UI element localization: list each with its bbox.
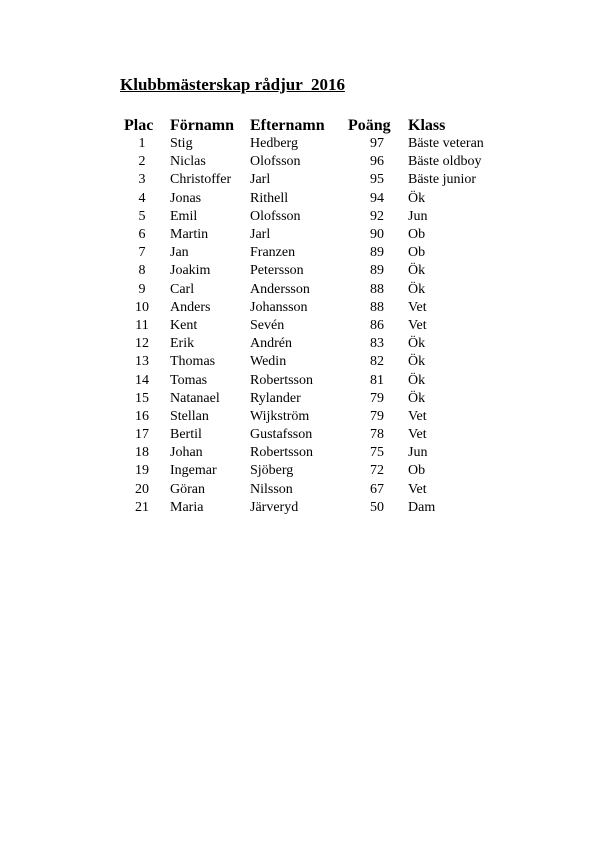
header-plac: Plac: [124, 117, 154, 134]
page-title: Klubbmästerskap rådjur 2016: [120, 75, 345, 94]
cell-plac: 6: [138, 227, 146, 243]
cell-klass: Ök: [408, 354, 426, 370]
cell-fornamn: Erik: [170, 336, 195, 352]
cell-fornamn: Stig: [170, 136, 193, 152]
cell-poang: 89: [370, 263, 384, 279]
cell-efternamn: Nilsson: [250, 481, 293, 497]
table-row: [124, 426, 518, 444]
cell-klass: Ob: [408, 227, 426, 243]
cell-klass: Ob: [408, 245, 426, 261]
table-row: [124, 462, 518, 480]
cell-plac: 7: [138, 245, 146, 261]
cell-poang: 72: [370, 463, 384, 479]
cell-efternamn: Gustafsson: [250, 427, 313, 443]
table-row: [124, 262, 518, 280]
cell-efternamn: Sjöberg: [250, 463, 294, 479]
cell-fornamn: Jonas: [170, 190, 202, 206]
cell-fornamn: Carl: [170, 281, 195, 297]
header-poang: Poäng: [348, 117, 391, 134]
cell-klass: Vet: [408, 299, 427, 315]
header-efternamn: Efternamn: [250, 117, 325, 134]
cell-klass: Ob: [408, 463, 426, 479]
cell-efternamn: Andersson: [250, 281, 310, 297]
cell-klass: Vet: [408, 408, 427, 424]
table-row: [124, 408, 518, 426]
cell-efternamn: Robertsson: [250, 372, 313, 388]
table-row: [124, 190, 518, 208]
table-row: [124, 244, 518, 262]
cell-klass: Vet: [408, 317, 427, 333]
cell-fornamn: Emil: [170, 208, 198, 224]
table-row: [124, 281, 518, 299]
table-row: [124, 335, 518, 353]
table-row: [124, 371, 518, 389]
table-header-row: [124, 114, 518, 135]
cell-plac: 3: [138, 172, 146, 188]
cell-poang: 83: [370, 336, 384, 352]
cell-klass: Bäste oldboy: [408, 154, 482, 170]
cell-klass: Bäste junior: [408, 172, 477, 188]
results-table-body: [124, 135, 518, 517]
table-row: [124, 390, 518, 408]
table-row: [124, 171, 518, 189]
cell-klass: Ök: [408, 281, 426, 297]
cell-efternamn: Rylander: [250, 390, 301, 406]
table-row: [124, 208, 518, 226]
cell-efternamn: Johansson: [250, 299, 308, 315]
cell-plac: 1: [138, 136, 146, 152]
cell-poang: 50: [370, 499, 384, 515]
cell-fornamn: Maria: [170, 499, 204, 515]
cell-fornamn: Niclas: [170, 154, 206, 170]
cell-plac: 21: [135, 499, 149, 515]
cell-klass: Bäste veteran: [408, 136, 484, 152]
cell-poang: 67: [370, 481, 384, 497]
table-row: [124, 317, 518, 335]
cell-plac: 10: [135, 299, 149, 315]
cell-klass: Ök: [408, 190, 426, 206]
cell-klass: Ök: [408, 336, 426, 352]
cell-klass: Ök: [408, 390, 426, 406]
cell-klass: Vet: [408, 427, 427, 443]
cell-plac: 19: [135, 463, 149, 479]
cell-klass: Dam: [408, 499, 436, 515]
cell-efternamn: Wijkström: [250, 408, 310, 424]
cell-efternamn: Sevén: [250, 317, 285, 333]
cell-poang: 92: [370, 208, 384, 224]
cell-poang: 90: [370, 227, 384, 243]
cell-fornamn: Tomas: [170, 372, 208, 388]
cell-efternamn: Hedberg: [250, 136, 298, 152]
cell-fornamn: Jan: [170, 245, 189, 261]
cell-poang: 86: [370, 317, 384, 333]
cell-plac: 16: [135, 408, 149, 424]
cell-poang: 79: [370, 408, 384, 424]
table-row: [124, 481, 518, 499]
table-row: [124, 299, 518, 317]
cell-plac: 8: [138, 263, 146, 279]
table-row: [124, 135, 518, 153]
results-table: [124, 114, 518, 517]
cell-plac: 12: [135, 336, 149, 352]
cell-plac: 5: [138, 208, 146, 224]
table-row: [124, 353, 518, 371]
cell-poang: 88: [370, 281, 384, 297]
cell-poang: 88: [370, 299, 384, 315]
cell-efternamn: Jarl: [250, 227, 271, 243]
cell-poang: 78: [370, 427, 384, 443]
cell-fornamn: Joakim: [170, 263, 211, 279]
cell-poang: 82: [370, 354, 384, 370]
cell-fornamn: Bertil: [170, 427, 202, 443]
cell-poang: 81: [370, 372, 384, 388]
cell-fornamn: Anders: [170, 299, 211, 315]
cell-fornamn: Göran: [170, 481, 205, 497]
cell-plac: 13: [135, 354, 149, 370]
cell-efternamn: Franzen: [250, 245, 296, 261]
cell-fornamn: Natanael: [170, 390, 220, 406]
cell-plac: 18: [135, 445, 149, 461]
cell-fornamn: Kent: [170, 317, 198, 333]
cell-poang: 95: [370, 172, 384, 188]
cell-efternamn: Petersson: [250, 263, 304, 279]
cell-poang: 94: [370, 190, 384, 206]
cell-klass: Vet: [408, 481, 427, 497]
table-row: [124, 153, 518, 171]
cell-plac: 11: [135, 317, 149, 333]
cell-poang: 75: [370, 445, 384, 461]
cell-efternamn: Wedin: [250, 354, 287, 370]
cell-poang: 79: [370, 390, 384, 406]
cell-fornamn: Martin: [170, 227, 209, 243]
cell-fornamn: Ingemar: [170, 463, 217, 479]
cell-efternamn: Andrén: [250, 336, 292, 352]
cell-efternamn: Robertsson: [250, 445, 313, 461]
cell-plac: 9: [138, 281, 146, 297]
cell-fornamn: Thomas: [170, 354, 216, 370]
cell-plac: 20: [135, 481, 149, 497]
cell-fornamn: Johan: [170, 445, 203, 461]
cell-klass: Jun: [408, 208, 428, 224]
cell-klass: Ök: [408, 372, 426, 388]
cell-plac: 14: [135, 372, 149, 388]
cell-klass: Ök: [408, 263, 426, 279]
cell-plac: 17: [135, 427, 149, 443]
cell-efternamn: Jarl: [250, 172, 271, 188]
cell-efternamn: Järveryd: [250, 499, 299, 515]
cell-plac: 15: [135, 390, 149, 406]
cell-plac: 4: [138, 190, 146, 206]
cell-klass: Jun: [408, 445, 428, 461]
header-fornamn: Förnamn: [170, 117, 234, 134]
table-row: [124, 226, 518, 244]
cell-efternamn: Olofsson: [250, 208, 301, 224]
cell-plac: 2: [138, 154, 146, 170]
cell-poang: 96: [370, 154, 384, 170]
cell-poang: 89: [370, 245, 384, 261]
table-row: [124, 444, 518, 462]
header-klass: Klass: [408, 117, 446, 134]
cell-fornamn: Stellan: [170, 408, 209, 424]
table-row: [124, 499, 518, 517]
cell-efternamn: Rithell: [250, 190, 289, 206]
cell-fornamn: Christoffer: [170, 172, 232, 188]
cell-efternamn: Olofsson: [250, 154, 301, 170]
cell-poang: 97: [370, 136, 384, 152]
